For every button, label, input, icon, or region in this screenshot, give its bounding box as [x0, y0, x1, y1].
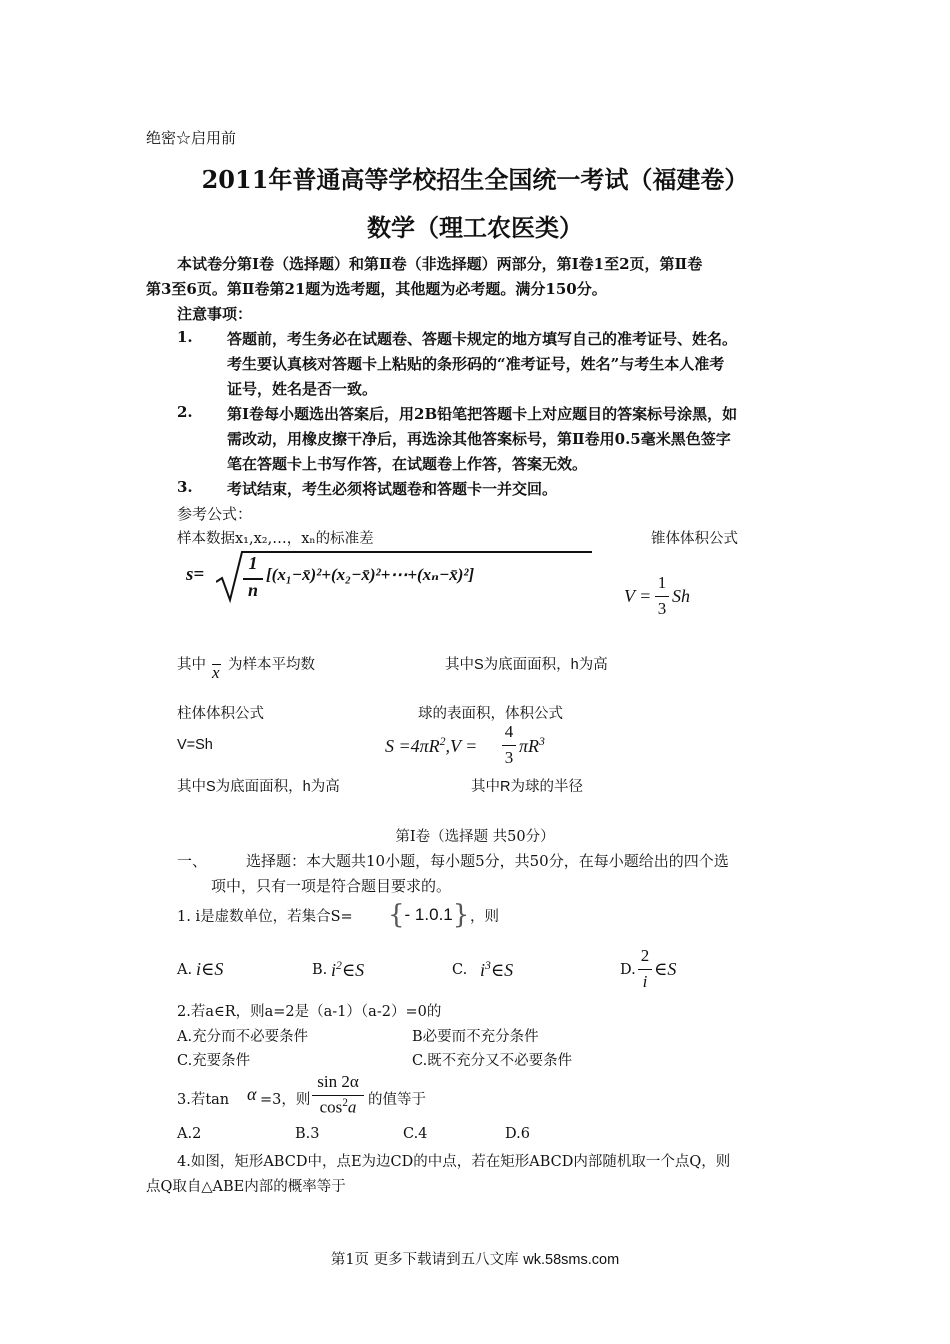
- q3-frac-den: [312, 1097, 364, 1118]
- q4-line-1: 4.如图，矩形ABCD中，点E为边CD的中点，若在矩形ABCD内部随机取一个点Q，则: [177, 1154, 731, 1170]
- mean-note-pre: 其中: [177, 657, 206, 673]
- sphere-s-square: 2: [439, 735, 446, 748]
- q2-option-d: C.既不充分又不必要条件: [412, 1053, 573, 1069]
- prism-note: 其中S为底面面积，h为高: [177, 779, 340, 795]
- q1-d-den: i: [642, 972, 648, 991]
- q2-text: 2.若a∈R，则a=2是（a-1）（a-2）=0的: [177, 1004, 442, 1020]
- notice-2-line-2: 需改动，用橡皮擦干净后，再选涂其他答案标号，第Ⅱ卷用0.5毫米黑色签字: [227, 430, 731, 448]
- formula-heading: 参考公式：: [177, 505, 253, 523]
- notice-num-1: 1.: [177, 328, 193, 346]
- q1-option-b: [331, 959, 364, 981]
- q1-set-brace-left: {: [388, 900, 405, 930]
- part-number: 一、: [177, 852, 208, 870]
- std-formula-body: [(x₁−x̄)²+(x₂−x̄)²+⋯+(xₙ−x̄)²]: [266, 565, 475, 584]
- notice-num-3: 3.: [177, 478, 193, 496]
- std-formula-s: s=: [186, 564, 205, 585]
- part-line-1: 选择题：本大题共10小题，每小题5分，共50分，在每小题给出的四个选: [246, 852, 729, 870]
- q1-d-num: 2: [640, 946, 650, 965]
- sphere-pir: πR: [519, 736, 540, 756]
- cone-frac-num: 1: [657, 573, 667, 592]
- exam-title: 2011年普通高等学校招生全国统一考试（福建卷）: [201, 165, 749, 194]
- notice-num-2: 2.: [177, 403, 193, 421]
- q3-frac-num: sin 2α: [317, 1072, 359, 1091]
- q3-option-a: A.2: [177, 1126, 202, 1142]
- sphere-frac-bar: [502, 745, 516, 746]
- q1-option-b-label: B.: [312, 962, 328, 978]
- footer-page: 第1页 更多下载请到五八文库: [330, 1252, 519, 1268]
- cone-frac-den: 3: [657, 599, 667, 618]
- prism-formula: V=Sh: [177, 737, 213, 753]
- notice-1-line-3: 证号，姓名是否一致。: [227, 380, 378, 398]
- q1-option-a: i∈S: [196, 959, 224, 979]
- q3-den-a: a: [347, 1097, 357, 1117]
- q1-d-bar: [638, 969, 652, 970]
- q2-option-a: A.充分而不必要条件: [177, 1029, 309, 1045]
- exam-subtitle: 数学（理工农医类）: [367, 213, 583, 242]
- q1-c-sup: 3: [485, 959, 491, 972]
- notice-3-line-1: 考试结束，考生必须将试题卷和答题卡一并交回。: [227, 480, 558, 498]
- q1-option-c-label: C.: [452, 962, 468, 978]
- cone-sh: Sh: [672, 586, 690, 606]
- cone-v: V =: [624, 586, 652, 606]
- q1-b-sup: 2: [336, 959, 342, 972]
- footer-site-link[interactable]: wk.58sms.com: [523, 1252, 620, 1268]
- notice-2-line-1: 第Ⅰ卷每小题选出答案后，用2B铅笔把答题卡上对应题目的答案标号涂黑，如: [227, 405, 738, 423]
- q3-den-cos: cos: [319, 1097, 343, 1117]
- part-line-2: 项中，只有一项是符合题目要求的。: [211, 877, 452, 895]
- q1-d-rest: ∈S: [654, 959, 677, 979]
- sphere-s-text: S =4πR: [385, 736, 440, 756]
- q1-option-c: [480, 959, 513, 981]
- std-frac-num: 1: [248, 553, 258, 573]
- q4-line-2: 点Q取自△ABE内部的概率等于: [146, 1179, 346, 1195]
- sphere-frac-num: 4: [504, 722, 514, 741]
- confidential-label: 绝密☆启用前: [146, 129, 237, 147]
- q1-b-i: i: [331, 960, 337, 980]
- sphere-cube: 3: [539, 735, 545, 748]
- q2-option-c: C.充要条件: [177, 1053, 251, 1069]
- q1-c-i: i: [480, 960, 486, 980]
- q3-option-c: C.4: [403, 1126, 428, 1142]
- q3-mid: =3，则: [260, 1092, 311, 1108]
- sphere-label: 球的表面积，体积公式: [418, 706, 563, 722]
- notice-1-line-1: 答题前，考生务必在试题卷、答题卡规定的地方填写自己的准考证号、姓名。: [227, 330, 738, 348]
- q1-b-rest: ∈S: [341, 960, 365, 980]
- notice-2-line-3: 笔在答题卡上书写作答，在试题卷上作答，答案无效。: [227, 455, 588, 473]
- q1-text: 1. i是虚数单位，若集合S=: [177, 909, 353, 925]
- q1-set-elements: - 1.0.1: [404, 905, 453, 924]
- std-frac-den: n: [247, 580, 258, 600]
- mean-note-post: 为样本平均数: [228, 657, 315, 673]
- cone-note: 其中S为底面面积，h为高: [445, 657, 608, 673]
- sphere-volume: [519, 735, 545, 757]
- q3-den-sup: 2: [342, 1097, 348, 1109]
- page-footer: [0, 1248, 950, 1269]
- q3-frac-bar: [312, 1095, 364, 1096]
- cone-volume-label: 锥体体积公式: [651, 531, 738, 547]
- sphere-mid: ,V =: [445, 736, 478, 756]
- intro-line-1: 本试卷分第Ⅰ卷（选择题）和第Ⅱ卷（非选择题）两部分，第Ⅰ卷1至2页，第Ⅱ卷: [177, 255, 703, 273]
- cone-frac-bar: [655, 596, 669, 597]
- q2-option-b: B必要而不充分条件: [412, 1029, 539, 1045]
- q3-option-d: D.6: [505, 1126, 530, 1142]
- q3-alpha: α: [247, 1084, 257, 1104]
- q1-option-d-label: D.: [620, 962, 636, 978]
- section-heading: 第Ⅰ卷（选择题 共50分）: [395, 829, 555, 845]
- notice-1-line-2: 考生要认真核对答题卡上粘贴的条形码的“准考证号，姓名”与考生本人准考: [227, 355, 725, 373]
- q3-option-b: B.3: [295, 1126, 320, 1142]
- sphere-frac-den: 3: [504, 748, 514, 767]
- q1-option-a-label: A.: [177, 962, 193, 978]
- sphere-surface: [385, 735, 477, 757]
- intro-line-2: 第3至6页。第Ⅱ卷第21题为选考题，其他题为必考题。满分150分。: [146, 280, 607, 298]
- prism-label: 柱体体积公式: [177, 706, 264, 722]
- q1-c-rest: ∈S: [490, 960, 514, 980]
- sample-std-label: 样本数据x₁,x₂,…，xₙ的标准差: [177, 531, 374, 547]
- mean-x: x: [212, 663, 220, 682]
- q1-set-brace-right: }: [452, 900, 470, 930]
- q3-pre: 3.若tan: [177, 1092, 230, 1108]
- sphere-note: 其中R为球的半径: [471, 779, 583, 795]
- notice-heading: 注意事项：: [177, 305, 253, 323]
- q1-tail: ，则: [470, 909, 499, 925]
- q3-post: 的值等于: [368, 1092, 426, 1108]
- q1-set: [388, 900, 469, 930]
